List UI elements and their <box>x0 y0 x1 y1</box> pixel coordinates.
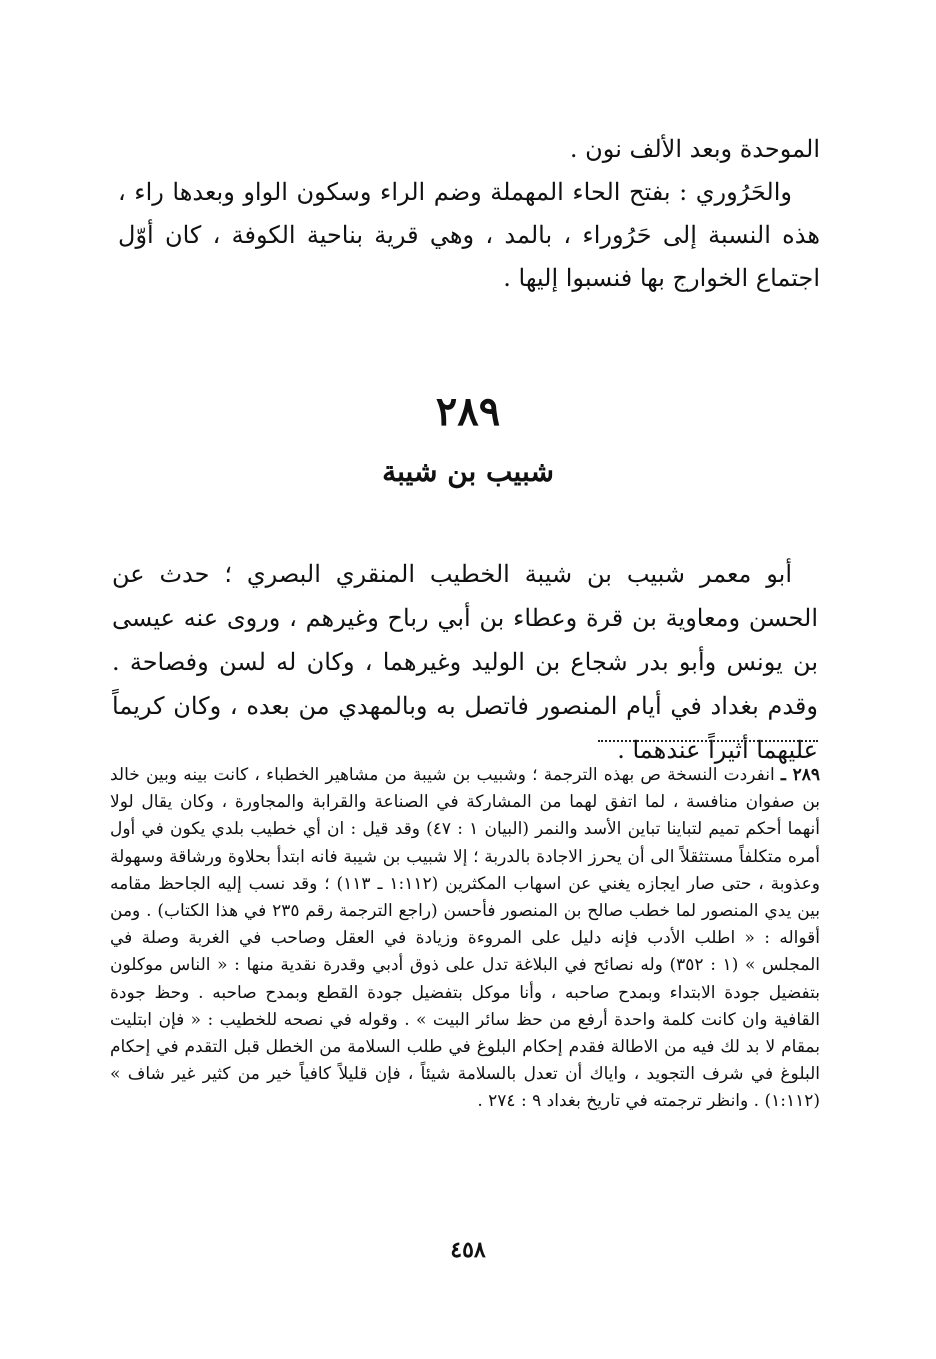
continued-text <box>118 128 820 300</box>
entry-paragraph: أبو معمر شبيب بن شيبة الخطيب المنقري البصري ؛ حدث عن الحسن ومعاوية بن قرة وعطاء بن أبي رباح وغيرهم ، وروى عنه عيسى بن يونس وأبو بدر شجاع بن الوليد وغيرهما ، وكان له لسن وفصاحة . وقدم بغداد في أيام المنصور فاتصل به وبالمهدي من بعده ، وكان كريماً عليهما أثيراً عندهما . <box>112 560 818 764</box>
entry-number: ٢٨٩ <box>435 388 501 435</box>
footnote-text: انفردت النسخة ص بهذه الترجمة ؛ وشبيب بن شيبة من مشاهير الخطباء ، كانت بينه وبين خالد بن صفوان منافسة ، لما اتفق لهما من المشاركة في الصناعة والقرابة والمجاورة ، وكان يقال لولا أنهما أحكم تميم لتباينا تباين الأسد والنمر (البيان ١ : ٤٧) وقد قيل : ان أي خطيب بلدي يكون في أول أمره متكلفاً مستثقلاً الى أن يحرز الاجادة بالدربة ؛ إلا شبيب بن شيبة فانه ابتدأ بحلاوة ورشاقة وسهولة وعذوبة ، حتى صار ايجازه يغني عن اسهاب المكثرين (١:١١٢ ـ ١١٣) ؛ وقد نسب إليه الجاحظ مقامه بين يدي المنصور لما خطب صالح بن المنصور فأحسن (راجع الترجمة رقم ٢٣٥ في هذا الكتاب) . ومن أقواله : « اطلب الأدب فإنه دليل على المروءة وزيادة في العقل وصاحب في الغربة وصلة في المجلس » (١ : ٣٥٢) وله نصائح في البلاغة تدل على ذوق أدبي وقدرة نقدية منها : « الناس موكلون بتفضيل جودة الابتداء وبمدح صاحبه ، وأنا موكل بتفضيل جودة القطع وبمدح صاحبه . وحظ جودة القافية وان كانت كلمة واحدة أرفع من حظ سائر البيت » . وقوله في نصحه للخطيب : « فإن ابتليت بمقام لا بد لك فيه من الاطالة فقدم إحكام البلوغ في طلب السلامة من الخطل قبل التقدم في إحكام البلوغ في شرف التجويد ، واياك أن تعدل بالسلامة شيئاً ، فإن قليلاً كافياً خير من كثير غير شاف » (١:١١٢) . وانظر ترجمته في تاريخ بغداد ٩ : ٢٧٤ . <box>110 765 821 1112</box>
footnote-separator <box>598 740 818 742</box>
continued-paragraph: والحَرُوري : بفتح الحاء المهملة وضم الراء وسكون الواو وبعدها راء ، هذه النسبة إلى حَرُوراء ، بالمد ، وهي قرية بناحية الكوفة ، كان أوّل اجتماع الخوارج بها فنسبوا إليها . <box>118 178 820 292</box>
entry-title: شبيب بن شيبة <box>382 455 554 488</box>
entry-body <box>112 552 818 772</box>
footnote-number: ٢٨٩ ـ <box>780 765 820 785</box>
footnote <box>110 762 820 1116</box>
page-number: ٤٥٨ <box>450 1237 486 1263</box>
continued-paragraph: الموحدة وبعد الألف نون . <box>569 135 820 163</box>
footnote-paragraph <box>110 762 820 1116</box>
